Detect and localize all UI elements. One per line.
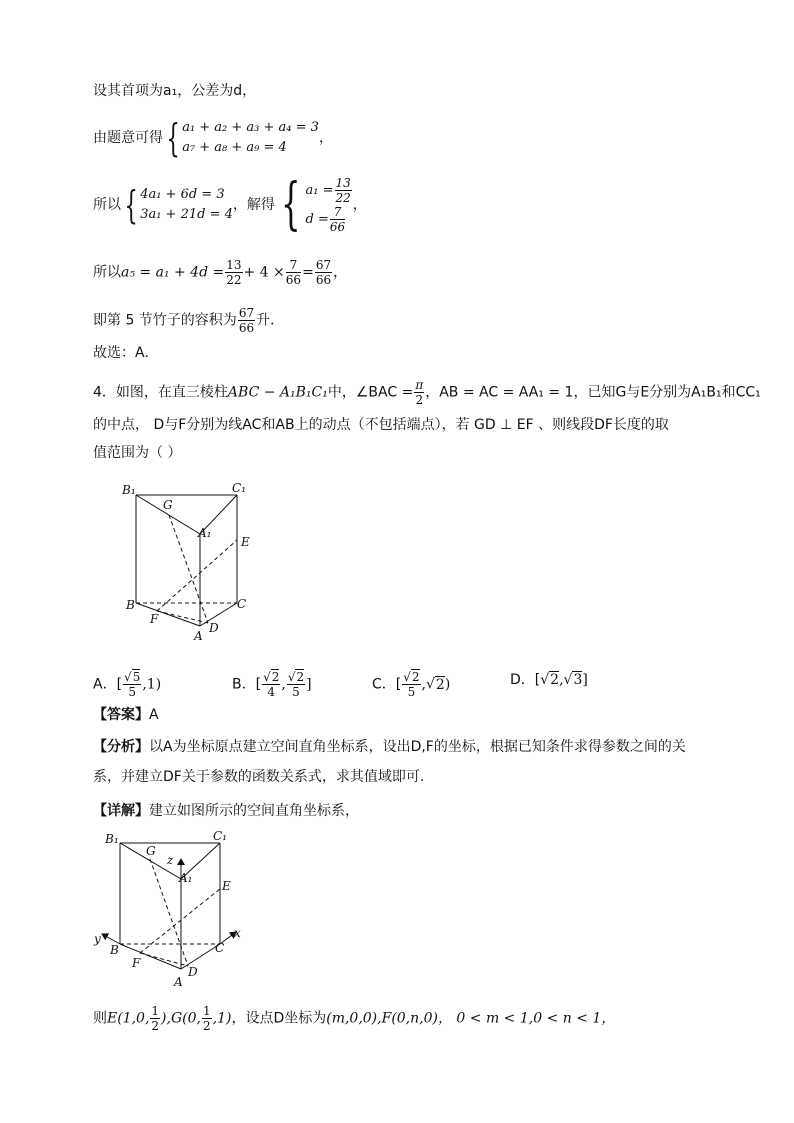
option-c: C．[ $\frac{√2}{5}$ ,√2) — [372, 670, 451, 699]
analysis-line-2: 系，并建立DF关于参数的函数关系式，求其值域即可. — [93, 769, 425, 785]
coordinate-line: 则E(1,0, $\frac{1}{2}$ ),G(0, $\frac{1}{2}$ ,1)，设点D坐标为(m,0,0),F(0,n,0)， 0 < m < 1,0 < n < 1， — [93, 1004, 616, 1033]
label2-a: A — [174, 975, 183, 989]
label2-g: G — [146, 844, 156, 858]
text-line-5: 即第 5 节竹子的容积为 $\frac{67}{66}$ 升． — [93, 306, 285, 335]
label-f: F — [150, 612, 159, 626]
label-b: B — [126, 598, 135, 612]
label-g: G — [163, 498, 173, 512]
text-line-6: 故选：A． — [93, 345, 159, 361]
label2-e: E — [222, 879, 231, 893]
solution-system: a₁ = $\frac{13}{22}$ d = $\frac{7}{66}$ — [305, 176, 351, 234]
question-4-line-2: 的中点， D与F分别为线AC和AB上的动点（不包括端点），若 GD ⊥ EF 、则线段DF长度的取 — [93, 417, 669, 433]
prism-figure-2 — [92, 826, 262, 992]
question-4-line-1: 4．如图，在直三棱柱ABC − A₁B₁C₁中，∠BAC = $\frac{\pi}{2}$ ，AB = AC = AA₁ = 1，已知G与E分别为A₁B₁和CC₁ — [93, 378, 761, 407]
analysis-line-1: 【分析】以A为坐标原点建立空间直角坐标系，设出D,F的坐标，根据已知条件求得参数之间的关 — [93, 739, 686, 755]
label2-c1: C₁ — [213, 829, 227, 843]
detail-line: 【详解】建立如图所示的空间直角坐标系， — [93, 803, 359, 819]
text-line-4: 所以a₅ = a₁ + 4d = $\frac{13}{22}$ + 4 × $\frac{7}{66}$ = $\frac{67}{66}$ ， — [93, 258, 348, 287]
equation-system-1: a₁ + a₂ + a₃ + a₄ = 3 a₇ + a₈ + a₉ = 4 — [182, 120, 319, 155]
label2-a1: A₁ — [179, 871, 193, 885]
answer-line — [93, 705, 159, 725]
label-e: E — [241, 535, 250, 549]
option-a: A．[ $\frac{√5}{5}$ ,1) — [93, 670, 162, 699]
label-b1: B₁ — [122, 483, 136, 497]
text-line-3: 所以{ 4a₁ + 6d = 3 3a₁ + 21d = 4 ，解得 { a₁ = $\frac{13}{22}$ d = $\frac{7}{66}$ ， — [93, 172, 367, 237]
label2-y: y — [94, 932, 101, 946]
label-a: A — [194, 629, 203, 643]
label-d: D — [209, 621, 219, 635]
label2-b: B — [110, 943, 119, 957]
answer-tag: 【答案】 — [93, 707, 149, 723]
label2-z: z — [167, 853, 174, 867]
option-b: B．[ $\frac{√2}{4}$ , $\frac{√2}{5}$ ] — [232, 670, 312, 699]
prism-figure-1 — [118, 478, 268, 648]
label-a1: A₁ — [198, 526, 212, 540]
label2-d: D — [188, 965, 198, 979]
answer-value: A — [149, 707, 159, 723]
label-c: C — [237, 597, 247, 611]
text-line-2: 由题意可得{ a₁ + a₂ + a₃ + a₄ = 3 a₇ + a₈ + a₉ = 4 ， — [93, 116, 333, 160]
label2-c: C — [215, 941, 225, 955]
equation-system-2: 4a₁ + 6d = 3 3a₁ + 21d = 4 — [140, 187, 233, 222]
label2-f: F — [132, 956, 141, 970]
label-c1: C₁ — [232, 481, 246, 495]
label2-b1: B₁ — [105, 832, 119, 846]
text-line-1: 设其首项为a₁，公差为d， — [93, 83, 257, 99]
label2-x: x — [234, 926, 241, 940]
question-4-line-3: 值范围为（ ） — [93, 445, 182, 461]
option-d: D．[√2,√3] — [510, 672, 588, 688]
